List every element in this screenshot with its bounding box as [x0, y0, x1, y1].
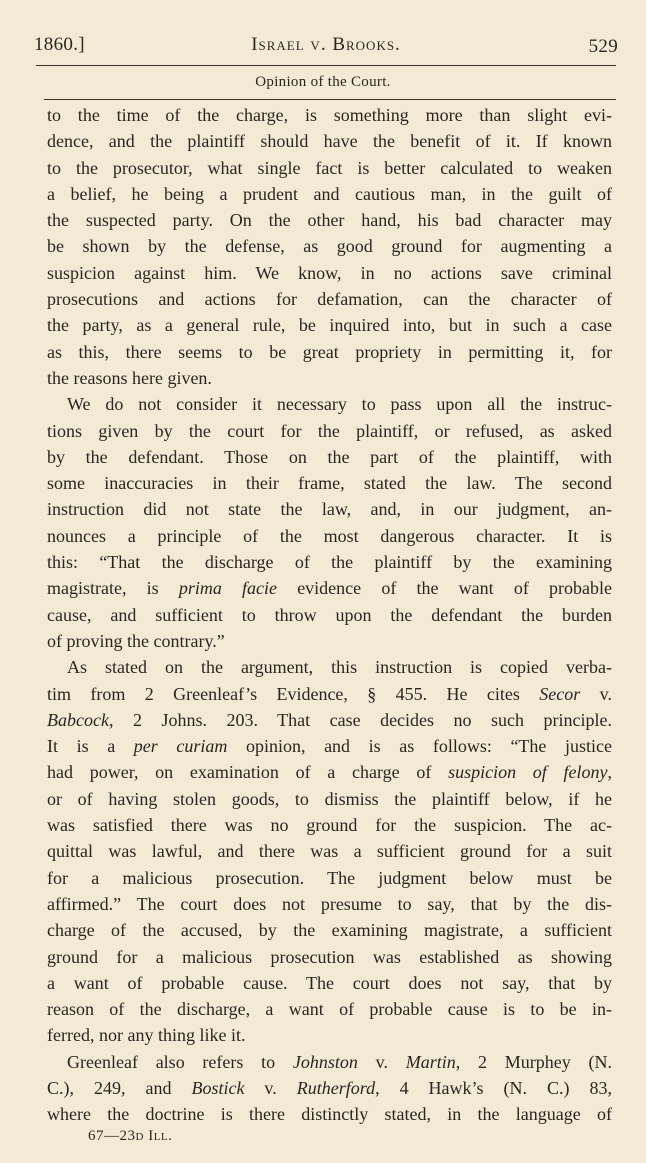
text-line: nounces a principle of the most dangerous character. It is	[47, 525, 612, 546]
text-line: tions given by the court for the plaintiff, or refused, as asked	[47, 420, 612, 441]
text-line: prosecutions and actions for defamation, can the character of	[47, 289, 612, 310]
header-rule	[36, 65, 616, 66]
text-line: a belief, he being a prudent and cautious man, in the guilt of	[47, 183, 612, 204]
text-line: the reasons here given.	[47, 367, 212, 388]
running-head	[34, 34, 618, 60]
text-line: C.), 249, and Bostick v. Rutherford, 4 Hawk’s (N. C.) 83,	[47, 1077, 612, 1098]
text-line: affirmed.” The court does not presume to say, that by the dis-	[47, 893, 612, 914]
text-line: instruction did not state the law, and, in our judgment, an-	[47, 499, 612, 520]
text-line: this: “That the discharge of the plaintiff by the examining	[47, 552, 612, 573]
text-line: of proving the contrary.”	[47, 630, 225, 651]
text-line: be shown by the defense, as good ground for augmenting a	[47, 236, 612, 257]
signature-suffix: d Ill.	[135, 1128, 173, 1144]
text-line: for a malicious prosecution. The judgment below must be	[47, 867, 612, 888]
text-line: reason of the discharge, a want of probable cause is to be in-	[47, 999, 612, 1020]
text-line: suspicion against him. We know, in no actions save criminal	[47, 262, 612, 283]
section-subheader: Opinion of the Court.	[255, 74, 391, 90]
text-line: tim from 2 Greenleaf’s Evidence, § 455. He cites Secor v.	[47, 683, 612, 704]
text-line: It is a per curiam opinion, and is as follows: “The justice	[47, 736, 612, 757]
signature-number: 67—23	[88, 1128, 136, 1144]
text-line: Greenleaf also refers to Johnston v. Martin, 2 Murphey (N.	[67, 1051, 612, 1072]
text-line: ground for a malicious prosecution was established as showing	[47, 946, 612, 967]
text-line: or of having stolen goods, to dismiss the plaintiff below, if he	[47, 788, 612, 809]
text-line: We do not consider it necessary to pass upon all the instruc-	[67, 394, 612, 415]
header-year: 1860.]	[34, 34, 85, 55]
text-line: the suspected party. On the other hand, his bad character may	[47, 210, 612, 231]
text-line: to the time of the charge, is something more than slight evi-	[47, 105, 612, 125]
text-line: cause, and sufficient to throw upon the defendant the burden	[47, 604, 612, 625]
text-line: charge of the accused, by the examining magistrate, a sufficient	[47, 920, 612, 941]
header-case-title: Israel v. Brooks.	[251, 34, 401, 55]
subheader-rule	[44, 99, 616, 100]
text-line: magistrate, is prima facie evidence of the want of probable	[47, 578, 612, 599]
text-line: where the doctrine is there distinctly stated, in the language of	[47, 1104, 612, 1125]
text-line: the party, as a general rule, be inquired into, but in such a case	[47, 315, 612, 336]
text-line: was satisfied there was no ground for the suspicion. The ac-	[47, 815, 612, 836]
text-line: some inaccuracies in their frame, stated the law. The second	[47, 473, 612, 494]
opinion-body	[47, 102, 612, 1128]
text-line: a want of probable cause. The court does not say, that by	[47, 972, 612, 993]
text-line: to the prosecutor, what single fact is better calculated to weaken	[47, 157, 612, 178]
text-line: Babcock, 2 Johns. 203. That case decides no such principle.	[47, 709, 612, 730]
text-line: as this, there seems to be great propriety in permitting it, for	[47, 341, 612, 362]
signature-mark	[88, 1128, 172, 1145]
text-line: As stated on the argument, this instruction is copied verba-	[67, 657, 612, 678]
text-line: by the defendant. Those on the part of the plaintiff, with	[47, 446, 612, 467]
text-line: had power, on examination of a charge of suspicion of felony,	[47, 762, 612, 783]
header-page-number: 529	[588, 36, 618, 57]
text-line: quittal was lawful, and there was a sufficient ground for a suit	[47, 841, 612, 862]
text-line: dence, and the plaintiff should have the benefit of it. If known	[47, 131, 612, 152]
text-line: ferred, nor any thing like it.	[47, 1025, 246, 1046]
